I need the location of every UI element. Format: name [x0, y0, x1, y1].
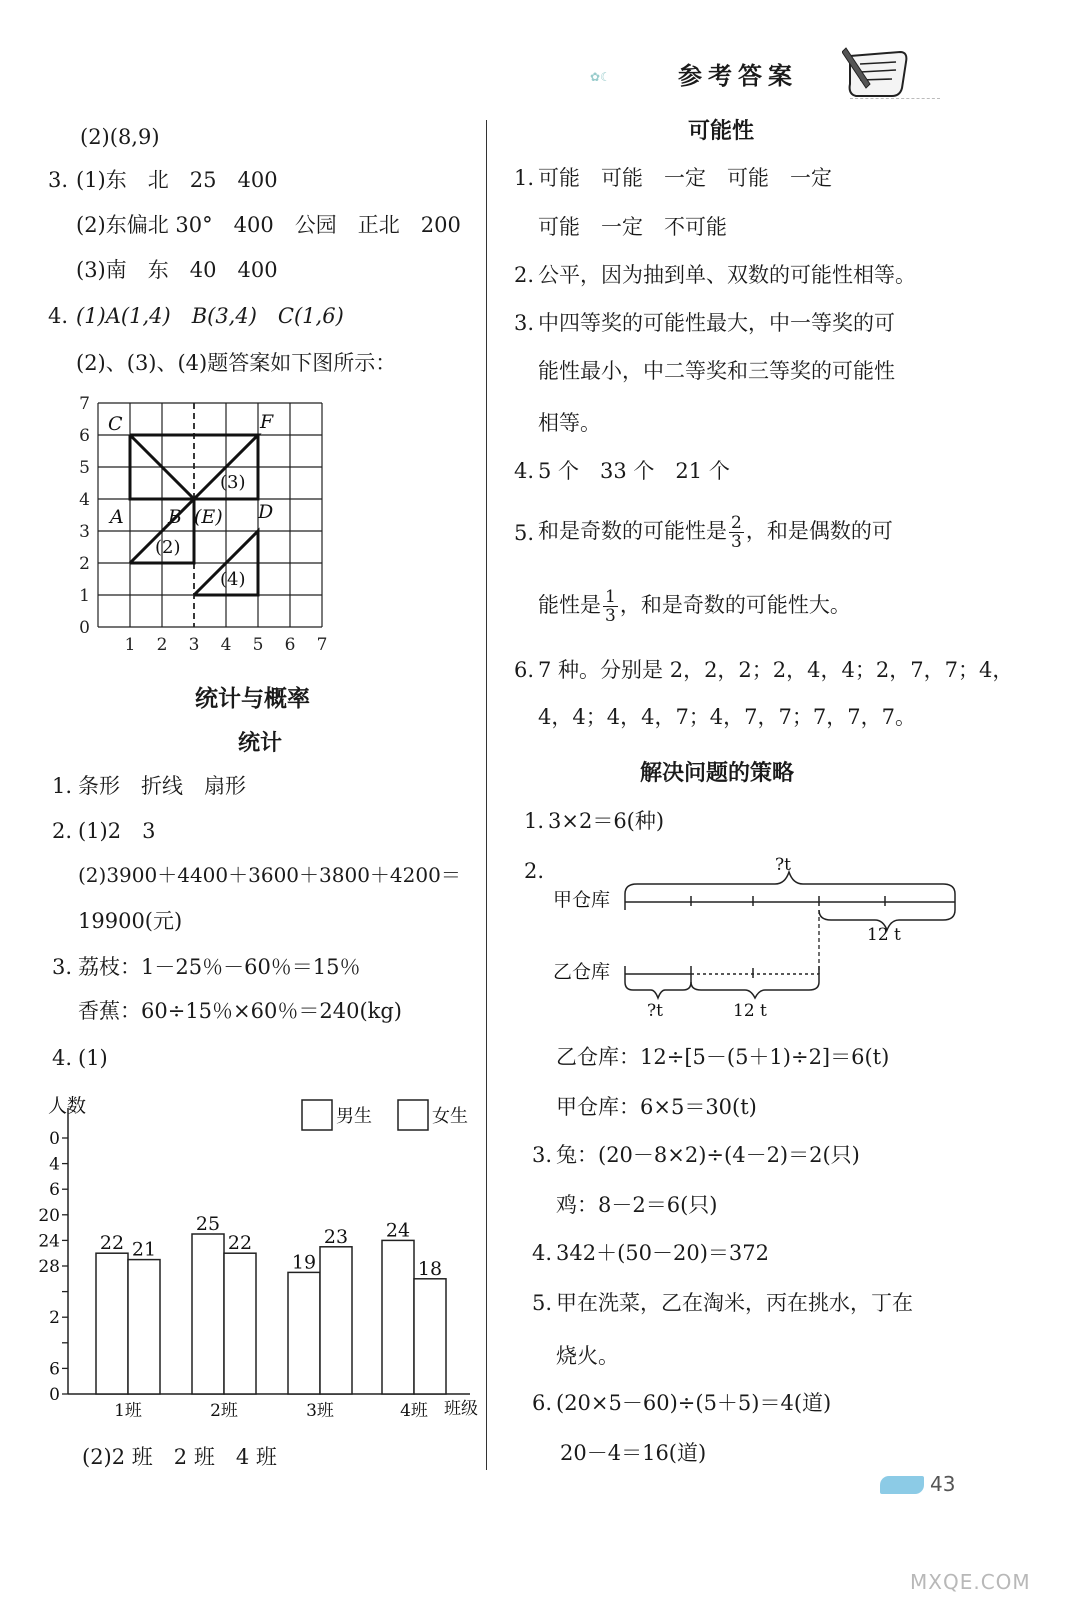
y-tick-label: 20: [38, 1205, 60, 1226]
answer-line: 兔：(20－8×2)÷(4－2)＝2(只): [556, 1143, 860, 1167]
section-title: 统计与概率: [195, 686, 310, 712]
answer-line: 荔枝：1－25％－60％＝15％: [78, 955, 361, 979]
brace-top-label: ?t: [775, 855, 791, 875]
x-tick: 1: [124, 635, 136, 655]
y-tick: 7: [79, 394, 90, 414]
bar-value-label: 22: [99, 1232, 125, 1255]
warehouse-label-jia: 甲仓库: [553, 889, 611, 911]
answer-line: (2)(8,9): [80, 125, 160, 149]
bar-value-label: 23: [323, 1225, 349, 1248]
question-number: 5.: [514, 521, 535, 545]
answer-line: 4，4；4，4，7；4，7，7；7，7，7。: [538, 705, 916, 729]
region-label: (3): [220, 472, 246, 493]
answer-line: 19900(元): [78, 909, 183, 933]
legend-swatch-girls: [398, 1100, 428, 1130]
point-label-c: C: [108, 413, 123, 435]
bar-chart: [30, 1088, 490, 1428]
answer-line: 可能 一定 不可能: [538, 215, 727, 239]
y-tick: 6: [79, 426, 90, 446]
x-tick: 7: [316, 635, 328, 655]
fraction-denominator: 3: [731, 532, 742, 552]
answer-line: 相等。: [538, 411, 601, 435]
y-tick-label: 4: [49, 1154, 60, 1175]
bar-boys: [96, 1253, 128, 1394]
point-label-d: D: [258, 501, 274, 523]
text-span: ，和是奇数的可能性大。: [619, 593, 851, 617]
question-number: 2.: [52, 819, 73, 843]
question-number: 3.: [532, 1143, 553, 1167]
answer-line: 7 种。分别是 2，2，2；2，4，4；2，7，7；4，: [538, 658, 1014, 682]
brace-yi-1: [625, 982, 691, 998]
legend-label-boys: 男生: [336, 1106, 372, 1127]
subsection-title: 解决问题的策略: [640, 761, 795, 786]
category-label: 3班: [306, 1401, 334, 1421]
legend-label-girls: 女生: [432, 1106, 468, 1127]
coordinate-grid: [70, 390, 340, 660]
answer-line: (1): [78, 1046, 108, 1070]
y-tick: 1: [79, 586, 90, 606]
point-label-e: (E): [194, 506, 223, 528]
x-tick: 2: [156, 635, 168, 655]
bar-girls: [128, 1260, 160, 1394]
question-number: 4.: [48, 304, 69, 328]
subsection-title: 可能性: [688, 119, 755, 144]
question-number: 4.: [52, 1046, 73, 1070]
category-label: 2班: [210, 1401, 238, 1421]
question-number: 3.: [514, 311, 535, 335]
question-number: 4.: [532, 1241, 553, 1265]
question-number: 3.: [48, 168, 69, 192]
y-tick: 5: [79, 458, 90, 478]
y-tick-label: 2: [49, 1308, 60, 1329]
bar-value-label: 24: [385, 1219, 411, 1242]
y-tick-label: 0: [49, 1129, 60, 1149]
brace-right-label: 12 t: [867, 925, 901, 945]
subsection-title: 统计: [238, 731, 283, 756]
y-tick-label: 6: [49, 1359, 60, 1380]
answer-line: 乙仓库：12÷[5－(5＋1)÷2]＝6(t): [556, 1045, 890, 1069]
point-label-a: A: [110, 506, 124, 528]
question-number: 6.: [514, 658, 535, 682]
legend-swatch-boys: [302, 1100, 332, 1130]
bar-boys: [192, 1234, 224, 1394]
question-number: 4.: [514, 459, 535, 483]
text-span: 和是奇数的可能性是: [538, 519, 727, 543]
answer-line: 中四等奖的可能性最大，中一等奖的可: [538, 311, 895, 335]
fraction: [729, 514, 744, 551]
y-tick-label: 6: [49, 1180, 60, 1201]
warehouse-label-yi: 乙仓库: [553, 961, 611, 983]
question-number: 1.: [524, 809, 545, 833]
answer-line: 20－4＝16(道): [560, 1441, 707, 1465]
answer-line: 公平，因为抽到单、双数的可能性相等。: [538, 263, 916, 287]
answer-line: 条形 折线 扇形: [78, 774, 246, 798]
point-label-b: B: [168, 506, 182, 528]
y-tick-label: 28: [38, 1257, 60, 1277]
answer-line: 烧火。: [556, 1344, 619, 1368]
question-number: 5.: [532, 1291, 553, 1315]
y-tick: 3: [79, 522, 90, 542]
question-number: 3.: [52, 955, 73, 979]
header-rule: [850, 98, 940, 99]
answer-line: (2)2 班 2 班 4 班: [82, 1445, 277, 1469]
x-tick: 6: [284, 635, 296, 655]
question-number: 1.: [52, 774, 73, 798]
point-label-f: F: [260, 411, 274, 433]
answer-line: (2)东偏北 30° 400 公园 正北 200: [76, 213, 461, 237]
bar-value-label: 18: [417, 1257, 443, 1280]
fraction: [603, 588, 618, 625]
region-label: (2): [155, 537, 181, 558]
fraction-numerator: 2: [731, 513, 742, 533]
answer-line: 可能 可能 一定 可能 一定: [538, 166, 832, 190]
answer-line: 342＋(50－20)＝372: [556, 1241, 769, 1265]
brace-yi-2: [691, 982, 819, 998]
answer-line: (1)A(1,4) B(3,4) C(1,6): [76, 304, 344, 328]
y-tick: 4: [79, 490, 90, 510]
question-number: 6.: [532, 1391, 553, 1415]
y-tick-label: 0: [49, 1385, 60, 1405]
scroll-writing-icon: [842, 44, 917, 103]
fraction-numerator: 1: [605, 587, 616, 607]
page-badge: [880, 1476, 924, 1494]
bar-value-label: 21: [131, 1238, 157, 1261]
answer-line: (1)2 3: [78, 819, 156, 843]
bar-girls: [414, 1279, 446, 1394]
answer-line: [538, 580, 851, 630]
answer-line: [538, 506, 893, 556]
category-label: 4班: [400, 1401, 428, 1421]
bar-boys: [288, 1272, 320, 1394]
answer-line: 甲在洗菜，乙在淘米，丙在挑水，丁在: [556, 1291, 913, 1315]
y-axis-label: 人数: [48, 1095, 87, 1117]
question-number: 2.: [524, 859, 545, 883]
page-number: 43: [930, 1472, 956, 1496]
bar-value-label: 25: [195, 1213, 221, 1235]
x-tick: 3: [188, 635, 200, 655]
answer-line: (2)3900＋4400＋3600＋3800＋4200＝: [78, 863, 461, 887]
question-number: 1.: [514, 166, 535, 190]
bar-value-label: 22: [227, 1232, 253, 1255]
answer-line: (20×5－60)÷(5＋5)＝4(道): [556, 1391, 832, 1415]
header-title: 参考答案: [678, 62, 798, 90]
fraction-denominator: 3: [605, 606, 616, 626]
answer-line: 香蕉：60÷15％×60％＝240(kg): [78, 999, 402, 1023]
watermark: MXQE.COM: [910, 1570, 1031, 1594]
x-tick: 4: [220, 635, 232, 655]
bar-girls: [320, 1247, 352, 1394]
bar-girls: [224, 1253, 256, 1394]
answer-line: 鸡：8－2＝6(只): [556, 1193, 718, 1217]
y-tick: 2: [79, 554, 90, 574]
brace-top: [625, 872, 955, 894]
text-span: ，和是偶数的可: [745, 519, 893, 543]
answer-line: 能性最小，中二等奖和三等奖的可能性: [538, 359, 895, 383]
answer-line: (2)、(3)、(4)题答案如下图所示：: [76, 351, 397, 375]
header-decoration: ✿☾: [590, 70, 611, 84]
answer-line: 5 个 33 个 21 个: [538, 459, 730, 483]
x-axis-label: 班级: [444, 1399, 478, 1419]
y-tick-label: 24: [38, 1231, 60, 1252]
question-number: 2.: [514, 263, 535, 287]
y-tick: 0: [79, 618, 90, 638]
answer-line: 甲仓库：6×5＝30(t): [556, 1095, 757, 1119]
bar-value-label: 19: [291, 1251, 317, 1274]
bar-boys: [382, 1240, 414, 1394]
brace-yi-1-label: ?t: [647, 1001, 663, 1021]
answer-line: 3×2＝6(种): [548, 809, 665, 833]
answer-line: (3)南 东 40 400: [76, 258, 278, 282]
segment-diagram: [545, 850, 975, 1030]
brace-yi-2-label: 12 t: [733, 1001, 767, 1021]
answer-line: (1)东 北 25 400: [76, 168, 278, 192]
text-span: 能性是: [538, 593, 601, 617]
category-label: 1班: [114, 1401, 142, 1421]
x-tick: 5: [252, 635, 264, 655]
region-label: (4): [220, 569, 246, 590]
